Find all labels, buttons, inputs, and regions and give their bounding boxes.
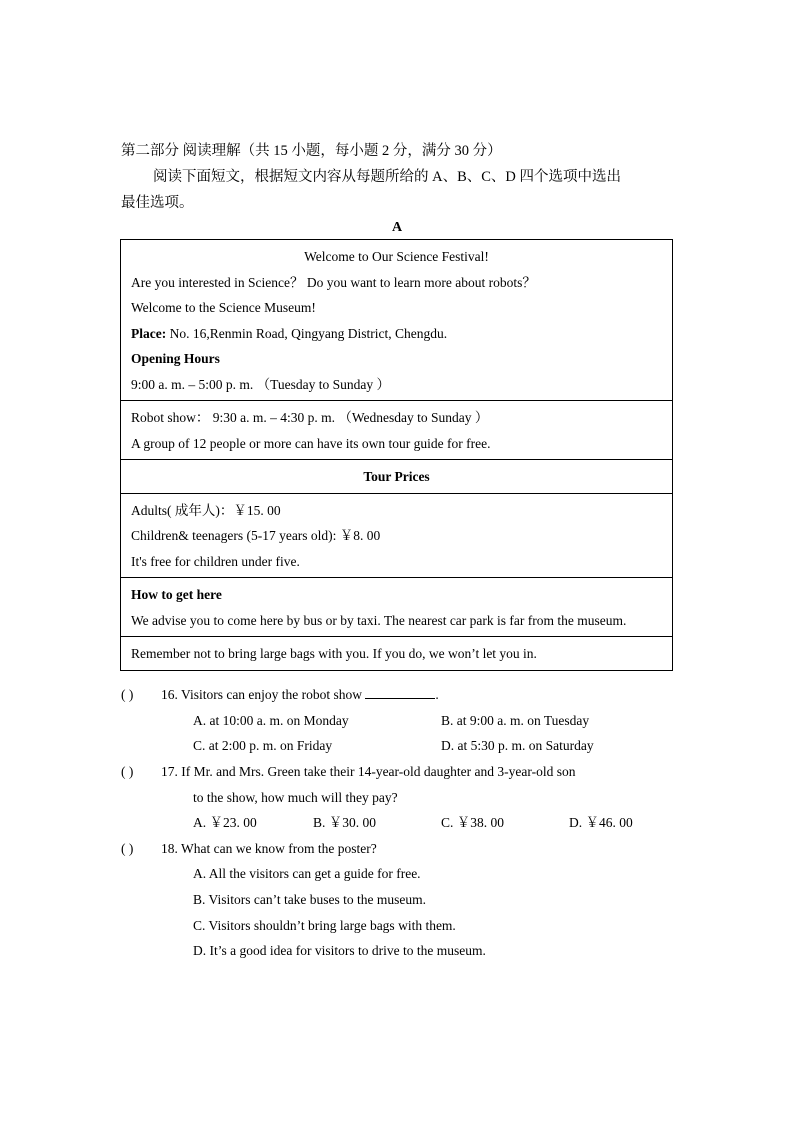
option-18c: C. Visitors shouldn’t bring large bags with them. bbox=[193, 918, 456, 933]
instruction-line-2: 最佳选项。 bbox=[121, 195, 194, 211]
group-guide-note: A group of 12 people or more can have its own tour guide for free. bbox=[131, 435, 491, 451]
option-18d: D. It’s a good idea for visitors to drive to the museum. bbox=[193, 943, 486, 958]
science-festival-poster bbox=[120, 239, 673, 671]
poster-line-2: Welcome to the Science Museum! bbox=[131, 300, 316, 315]
price-free: It's free for children under five. bbox=[131, 553, 300, 569]
option-17a: A. ￥23. 00 bbox=[193, 815, 257, 830]
question-stem: 18. What can we know from the poster? bbox=[161, 841, 377, 856]
robot-show-time: Robot show： 9:30 a. m. – 4:30 p. m. （Wednesday to Sunday ） bbox=[131, 410, 489, 425]
poster-place bbox=[131, 321, 662, 347]
directions-title: How to get here bbox=[131, 587, 222, 602]
poster-robot-row bbox=[121, 401, 673, 460]
option-17c: C. ￥38. 00 bbox=[441, 815, 505, 830]
answer-paren[interactable]: ( ) bbox=[121, 687, 134, 702]
answer-paren[interactable]: ( ) bbox=[121, 841, 134, 856]
poster-reminder-row bbox=[121, 637, 673, 671]
place-value: No. 16,Renmin Road, Qingyang District, Chengdu. bbox=[166, 325, 448, 341]
question-17-stem-line-2: to the show, how much will they pay? bbox=[193, 790, 398, 805]
price-children: Children& teenagers (5-17 years old): ￥8. 00 bbox=[131, 528, 381, 543]
question-stem: 17. If Mr. and Mrs. Green take their 14-year-old daughter and 3-year-old son bbox=[161, 764, 576, 779]
question-17 bbox=[121, 763, 575, 781]
reminder-text: Remember not to bring large bags with you. If you do, we won’t let you in. bbox=[131, 646, 537, 661]
question-18 bbox=[121, 840, 377, 858]
passage-label: A bbox=[391, 220, 403, 235]
opening-hours-value: 9:00 a. m. – 5:00 p. m. （Tuesday to Sunday ） bbox=[131, 376, 391, 392]
option-17b: B. ￥30. 00 bbox=[313, 815, 377, 830]
poster-title: Welcome to Our Science Festival! bbox=[304, 249, 489, 264]
question-16 bbox=[121, 686, 439, 704]
poster-prices-row bbox=[121, 493, 673, 578]
price-adults: Adults( 成年人)：￥15. 00 bbox=[131, 502, 281, 518]
tour-prices-title: Tour Prices bbox=[121, 460, 673, 494]
poster-prices-title-row bbox=[121, 460, 673, 494]
option-16d: D. at 5:30 p. m. on Saturday bbox=[441, 738, 594, 753]
answer-blank bbox=[365, 686, 435, 699]
poster-line-1: Are you interested in Science？ Do you want to learn more about robots？ bbox=[131, 274, 536, 290]
instruction-line-1: 阅读下面短文，根据短文内容从每题所给的 A、B、C、D 四个选项中选出 bbox=[153, 169, 622, 185]
directions-text: We advise you to come here by bus or by taxi. The nearest car park is far from the museum. bbox=[131, 612, 627, 628]
option-16a: A. at 10:00 a. m. on Monday bbox=[193, 713, 349, 728]
poster-intro-row bbox=[121, 240, 673, 401]
option-18a: A. All the visitors can get a guide for free. bbox=[193, 866, 421, 881]
option-16b: B. at 9:00 a. m. on Tuesday bbox=[441, 713, 590, 728]
poster-directions-row bbox=[121, 578, 673, 637]
option-16c: C. at 2:00 p. m. on Friday bbox=[193, 738, 333, 753]
option-18b: B. Visitors can’t take buses to the museum. bbox=[193, 892, 427, 907]
question-stem: 16. Visitors can enjoy the robot show bbox=[161, 687, 366, 702]
opening-hours-label: Opening Hours bbox=[131, 351, 220, 366]
question-stem-end: . bbox=[435, 687, 439, 702]
option-17d: D. ￥46. 00 bbox=[569, 815, 633, 830]
place-label: Place: bbox=[131, 325, 167, 341]
answer-paren[interactable]: ( ) bbox=[121, 764, 134, 779]
section-heading: 第二部分 阅读理解（共 15 小题，每小题 2 分，满分 30 分） bbox=[121, 143, 502, 159]
